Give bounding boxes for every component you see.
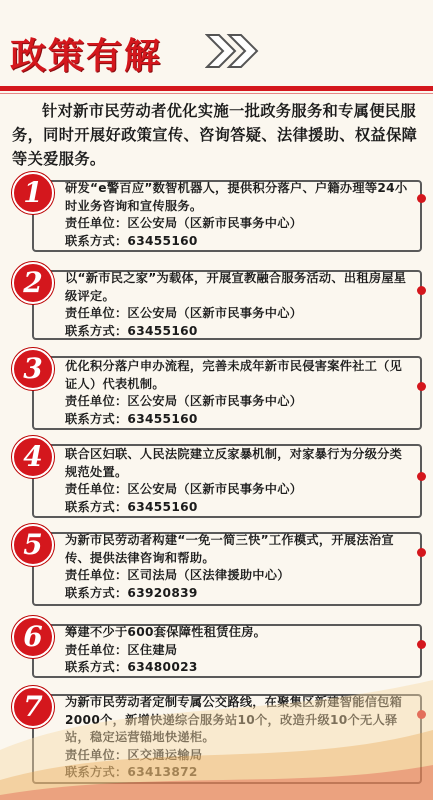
item-description: 以“新市民之家”为载体，开展宣教融合服务活动、出租房屋星级评定。	[65, 271, 407, 303]
item-contact: 联系方式：63455160	[65, 323, 198, 338]
item-contact: 联系方式：63480023	[65, 660, 198, 674]
title-underline-thin	[0, 93, 433, 94]
header	[0, 0, 433, 95]
item-number-badge: 2	[12, 262, 54, 304]
item-contact: 联系方式：63455160	[65, 233, 198, 248]
intro-paragraph: 针对新市民劳动者优化实施一批政务服务和专属便民服务，同时开展好政策宣传、咨询答疑、法律援助、权益保障等关爱服务。	[12, 102, 418, 168]
item-responsible-unit: 责任单位：区公安局（区新市民事务中心）	[65, 306, 303, 320]
item-contact: 联系方式：63455160	[65, 499, 198, 514]
service-item	[10, 686, 424, 786]
double-chevron-right-icon	[205, 33, 265, 69]
item-description: 联合区妇联、人民法院建立反家暴机制，对家暴行为分级分类规范处置。	[65, 447, 403, 479]
title-underline	[0, 86, 433, 91]
item-responsible-unit: 责任单位：区交通运输局	[65, 747, 203, 762]
item-contact: 联系方式：63920839	[65, 585, 198, 600]
item-number-badge: 6	[12, 616, 54, 658]
service-item	[10, 262, 424, 342]
item-responsible-unit: 责任单位：区公安局（区新市民事务中心）	[65, 216, 303, 230]
item-description: 筹建不少于600套保障性租赁住房。	[65, 625, 267, 639]
item-responsible-unit: 责任单位：区司法局（区法律援助中心）	[65, 568, 290, 582]
item-number-badge: 7	[12, 686, 54, 728]
item-description: 研发“e警百应”数智机器人，提供积分落户、户籍办理等24小时业务咨询和宣传服务。	[65, 181, 408, 213]
item-contact: 联系方式：63413872	[65, 765, 198, 779]
item-contact: 联系方式：63455160	[65, 411, 198, 426]
item-number-badge: 1	[12, 172, 54, 214]
item-number-badge: 3	[12, 348, 54, 390]
service-item	[10, 348, 424, 432]
item-responsible-unit: 责任单位：区公安局（区新市民事务中心）	[65, 482, 303, 496]
service-item	[10, 436, 424, 520]
service-item	[10, 172, 424, 254]
item-responsible-unit: 责任单位：区住建局	[65, 642, 178, 657]
item-number-badge: 4	[12, 436, 54, 478]
page-title: 政策有解	[10, 36, 163, 77]
item-responsible-unit: 责任单位：区公安局（区新市民事务中心）	[65, 394, 303, 408]
item-description: 优化积分落户申办流程，完善未成年新市民侵害案件社工（见证人）代表机制。	[65, 359, 403, 391]
service-item	[10, 524, 424, 608]
service-item	[10, 616, 424, 680]
item-number-badge: 5	[12, 524, 54, 566]
item-description: 为新市民劳动者定制专属公交路线，在聚集区新建智能信包箱2000个，新增快递综合服务站10个，改造升级10个无人驿站，稳定运营锚地快递柜。	[65, 695, 403, 744]
item-description: 为新市民劳动者构建“一免一简三快”工作模式，开展法治宣传、提供法律咨询和帮助。	[65, 533, 394, 565]
